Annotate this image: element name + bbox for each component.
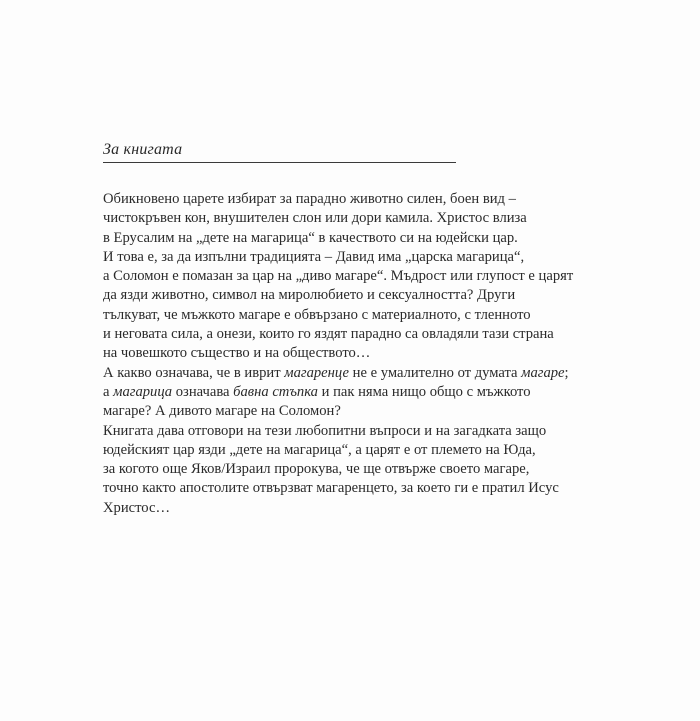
italic-term: магаренце [284, 364, 350, 381]
text-line: магаре? А дивото магаре на Соломон? [103, 403, 341, 420]
text-line: да язди животно, символ на миролюбието и сексуалността? Други [103, 287, 516, 304]
italic-term: магарица [113, 383, 173, 400]
text-line: Обикновено царете избират за парадно животно силен, боен вид – [103, 191, 516, 207]
text-line: а Соломон е помазан за цар на „диво магаре“. Мъдрост или глупост е царят [103, 268, 574, 285]
text-line: тълкуват, че мъжкото магаре е обвързано с материалното, с тленното [103, 306, 531, 323]
text-line: и неговата сила, а онези, които го яздят парадно са овладяли тази страна [103, 326, 554, 343]
title-underline [103, 162, 456, 163]
text-line: А какво означава, че в иврит магаренце не е умалително от думата магаре; [103, 364, 569, 381]
text-line: в Ерусалим на „дете на магарица“ в качеството си на юдейски цар. [103, 229, 518, 246]
text-line: на човешкото същество и на обществото… [103, 345, 371, 362]
text-line: за когото още Яков/Израил пророкува, че ще отвърже своето магаре, [103, 461, 530, 478]
book-description [103, 190, 603, 518]
text-line: И това е, за да изпълни традицията – Давид има „царска магарица“, [103, 248, 525, 265]
italic-term: бавна стъпка [233, 383, 318, 400]
text-line: Книгата дава отговори на тези любопитни въпроси и на загадката защо [103, 422, 547, 439]
italic-term: магаре [521, 364, 565, 381]
text-line: юдейският цар язди „дете на магарица“, а царят е от племето на Юда, [103, 441, 536, 458]
text-line: точно както апостолите отвързват магаренцето, за което ги е пратил Исус [103, 480, 559, 497]
text-line: Христос… [103, 499, 171, 516]
text-line: чистокръвен кон, внушителен слон или дори камила. Христос влиза [103, 210, 527, 227]
section-title: За книгата [103, 141, 183, 158]
text-line: а магарица означава бавна стъпка и пак няма нищо общо с мъжкото [103, 383, 531, 400]
